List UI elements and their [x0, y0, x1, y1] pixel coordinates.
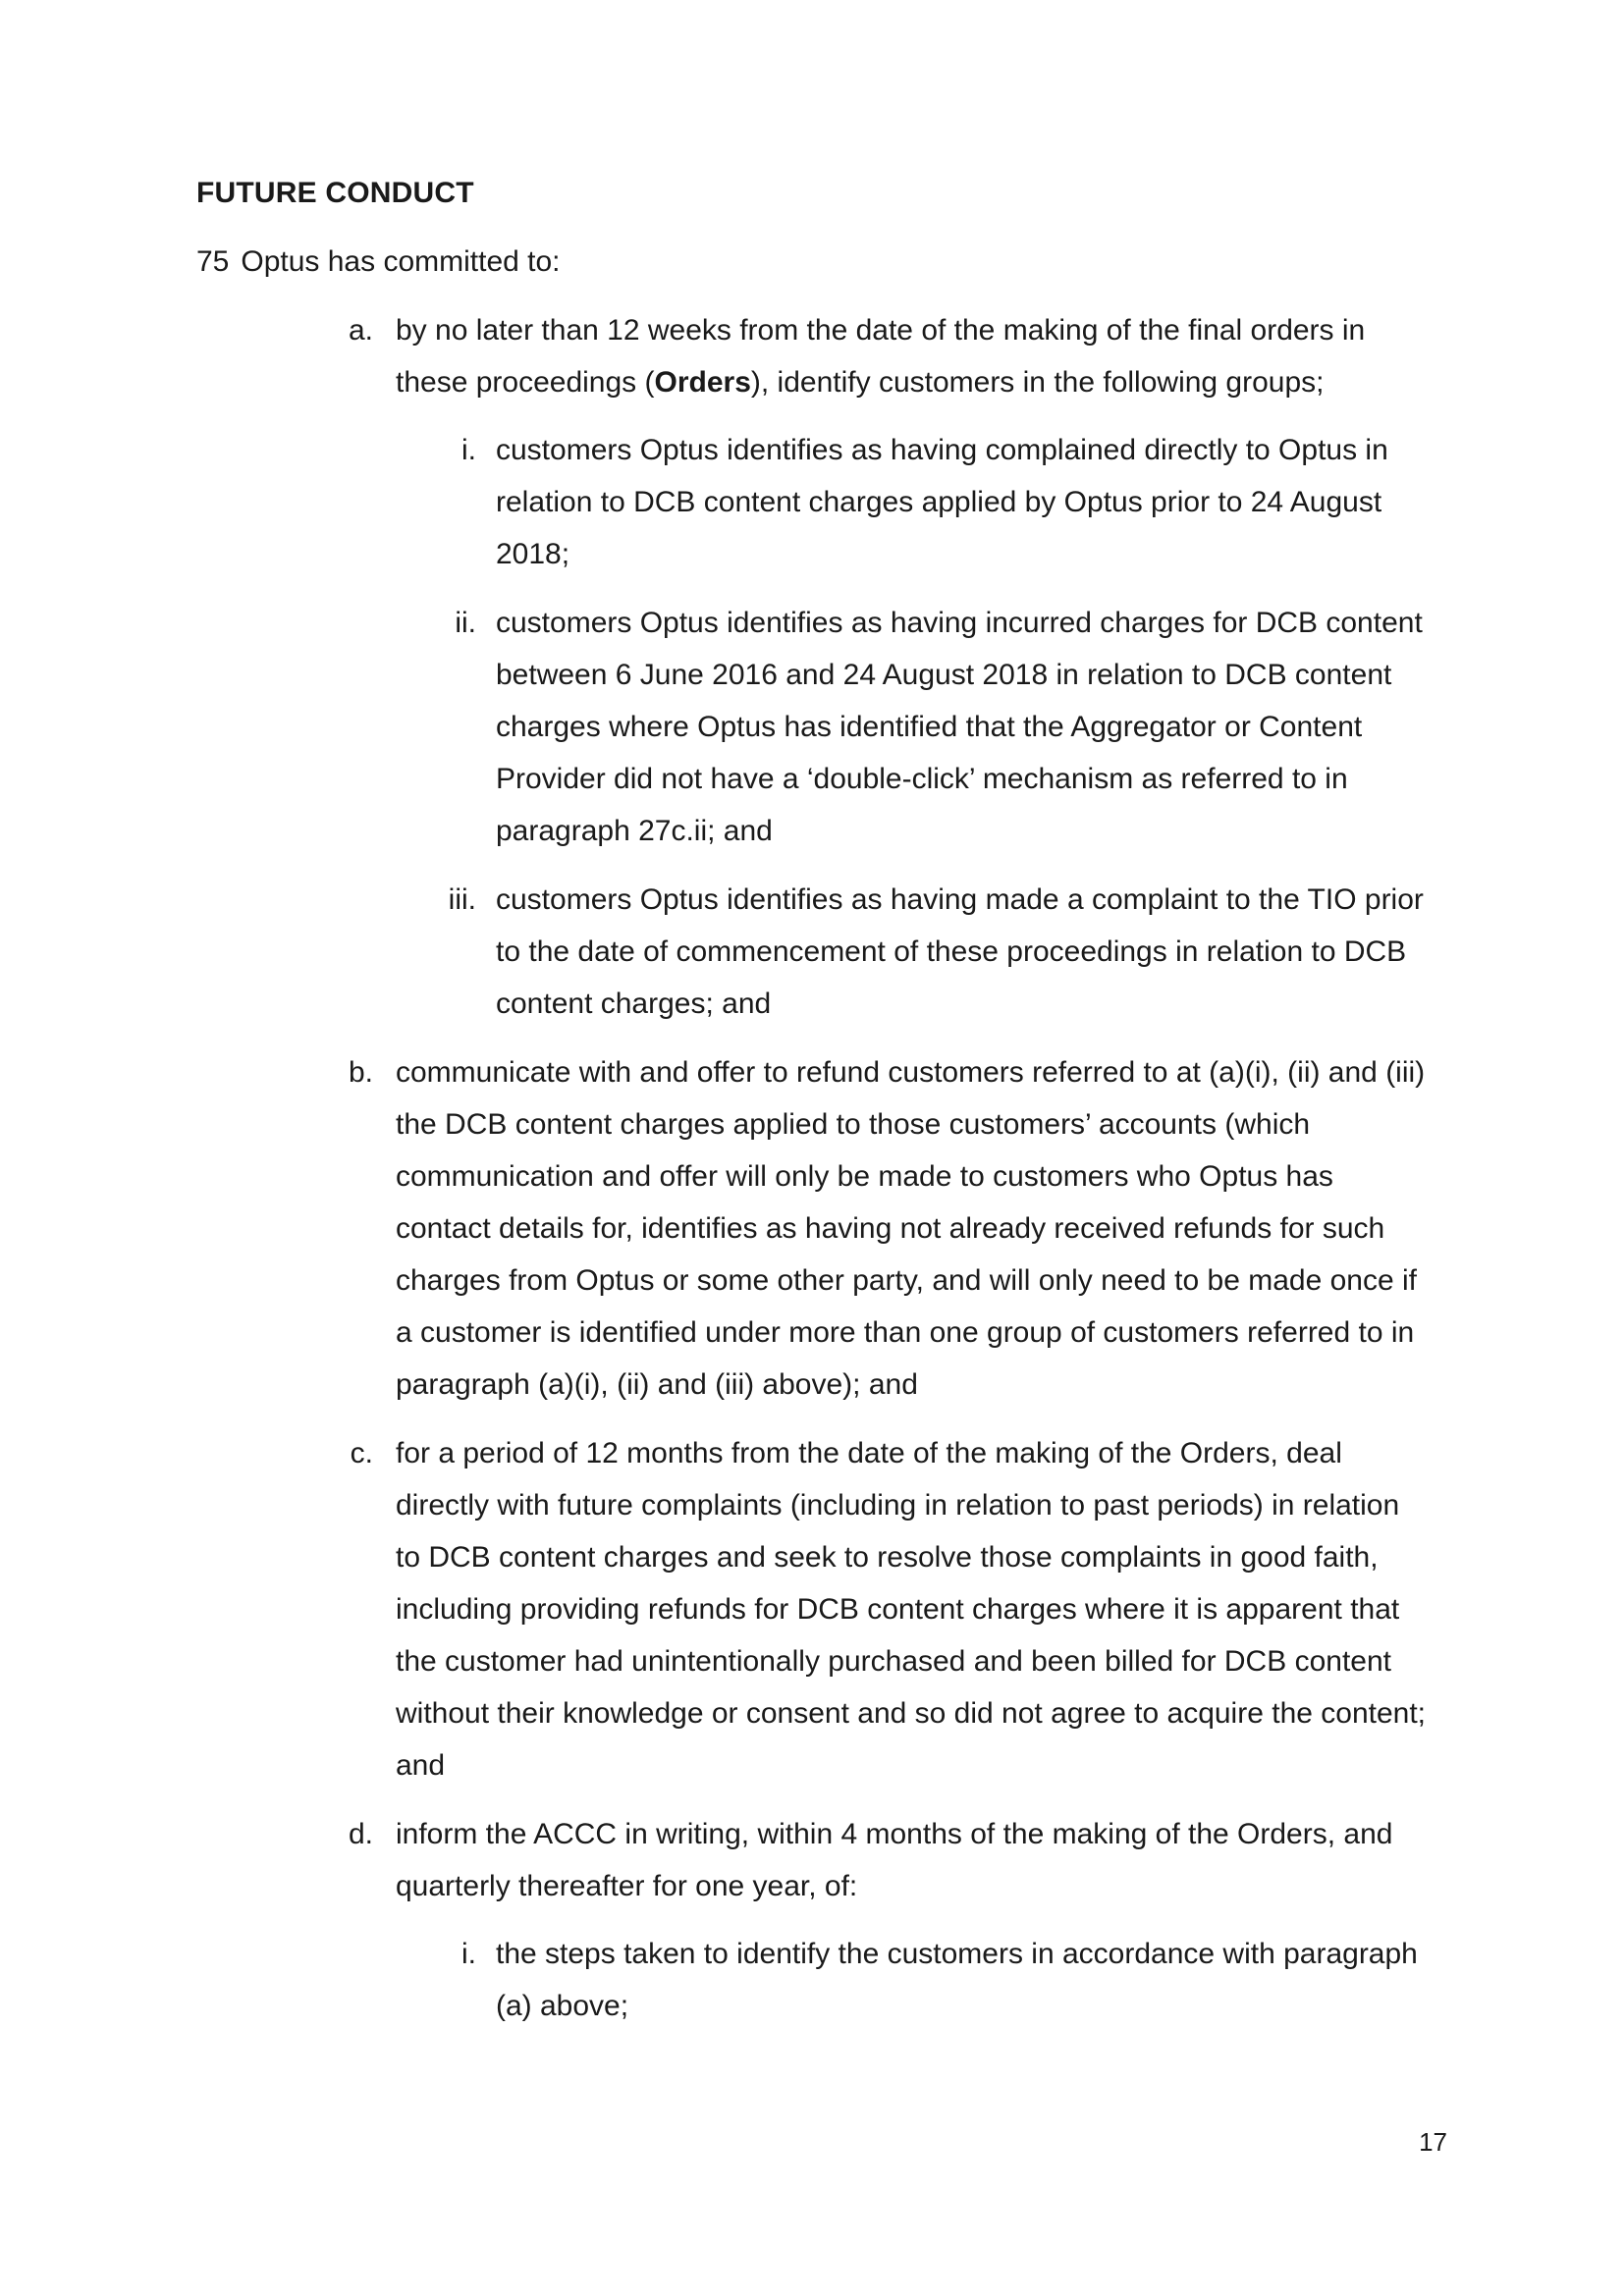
- list-marker: c.: [350, 1437, 373, 1469]
- paragraph-number: 75: [196, 245, 230, 278]
- list-item-text: [396, 1427, 1456, 1791]
- defined-term-orders: Orders: [654, 366, 751, 399]
- text-line: including providing refunds for DCB content charges where it is apparent that: [396, 1593, 1400, 1626]
- text-line: directly with future complaints (including in relation to past periods) in relation: [396, 1489, 1400, 1522]
- text-line: communication and offer will only be made to customers who Optus has: [396, 1160, 1333, 1193]
- list-marker: d.: [348, 1818, 373, 1850]
- text-line: communicate with and offer to refund customers referred to at (a)(i), (ii) and (iii): [396, 1056, 1426, 1089]
- text-line: the DCB content charges applied to those customers’ accounts (which: [396, 1108, 1311, 1141]
- text-line: between 6 June 2016 and 24 August 2018 in relation to DCB content: [496, 659, 1392, 691]
- list-marker: a.: [348, 314, 373, 347]
- text-line: for a period of 12 months from the date of the making of the Orders, deal: [396, 1437, 1342, 1469]
- paragraph-intro-text: Optus has committed to:: [241, 245, 561, 278]
- text-line: customers Optus identifies as having made a complaint to the TIO prior: [496, 883, 1424, 916]
- text-line: inform the ACCC in writing, within 4 months of the making of the Orders, and: [396, 1818, 1393, 1850]
- text-span: ), identify customers in the following groups;: [750, 366, 1325, 399]
- text-line: by no later than 12 weeks from the date of the making of the final orders in: [396, 314, 1366, 347]
- list-item-text: [496, 874, 1458, 1030]
- text-line: and: [396, 1749, 446, 1782]
- text-line: charges from Optus or some other party, and will only need to be made once if: [396, 1264, 1417, 1297]
- text-line: Provider did not have a ‘double-click’ mechanism as referred to in: [496, 763, 1348, 795]
- list-item-text: [396, 1046, 1456, 1411]
- list-item-text: [396, 304, 1456, 408]
- list-marker: b.: [348, 1056, 373, 1089]
- list-marker: i.: [461, 434, 476, 466]
- list-marker: iii.: [448, 883, 476, 916]
- text-line: customers Optus identifies as having incurred charges for DCB content: [496, 607, 1423, 639]
- text-span: these proceedings (: [396, 366, 655, 399]
- text-line: content charges; and: [496, 988, 772, 1020]
- section-heading: FUTURE CONDUCT: [196, 177, 474, 209]
- text-line: customers Optus identifies as having complained directly to Optus in: [496, 434, 1388, 466]
- text-line: paragraph (a)(i), (ii) and (iii) above); and: [396, 1368, 918, 1401]
- text-line: a customer is identified under more than one group of customers referred to in: [396, 1316, 1415, 1349]
- text-line: to DCB content charges and seek to resolve those complaints in good faith,: [396, 1541, 1379, 1574]
- text-line: paragraph 27c.ii; and: [496, 815, 773, 847]
- list-item-text: [496, 1928, 1458, 2032]
- text-line: 2018;: [496, 538, 570, 570]
- list-marker: i.: [461, 1938, 476, 1970]
- list-item-text: [496, 424, 1458, 580]
- text-line: quarterly thereafter for one year, of:: [396, 1870, 858, 1902]
- list-marker: ii.: [455, 607, 476, 639]
- page-number: 17: [1419, 2127, 1447, 2157]
- paragraph-75: [196, 236, 561, 288]
- text-line: to the date of commencement of these proceedings in relation to DCB: [496, 935, 1407, 968]
- text-line: [396, 356, 1456, 408]
- text-line: the steps taken to identify the customers in accordance with paragraph: [496, 1938, 1418, 1970]
- list-item-text: [396, 1808, 1456, 1912]
- text-line: the customer had unintentionally purchased and been billed for DCB content: [396, 1645, 1391, 1678]
- text-line: contact details for, identifies as having not already received refunds for such: [396, 1212, 1385, 1245]
- list-item-text: [496, 597, 1458, 857]
- text-line: relation to DCB content charges applied by Optus prior to 24 August: [496, 486, 1382, 518]
- text-line: charges where Optus has identified that the Aggregator or Content: [496, 711, 1363, 743]
- text-line: (a) above;: [496, 1990, 629, 2022]
- text-line: without their knowledge or consent and so did not agree to acquire the content;: [396, 1697, 1427, 1730]
